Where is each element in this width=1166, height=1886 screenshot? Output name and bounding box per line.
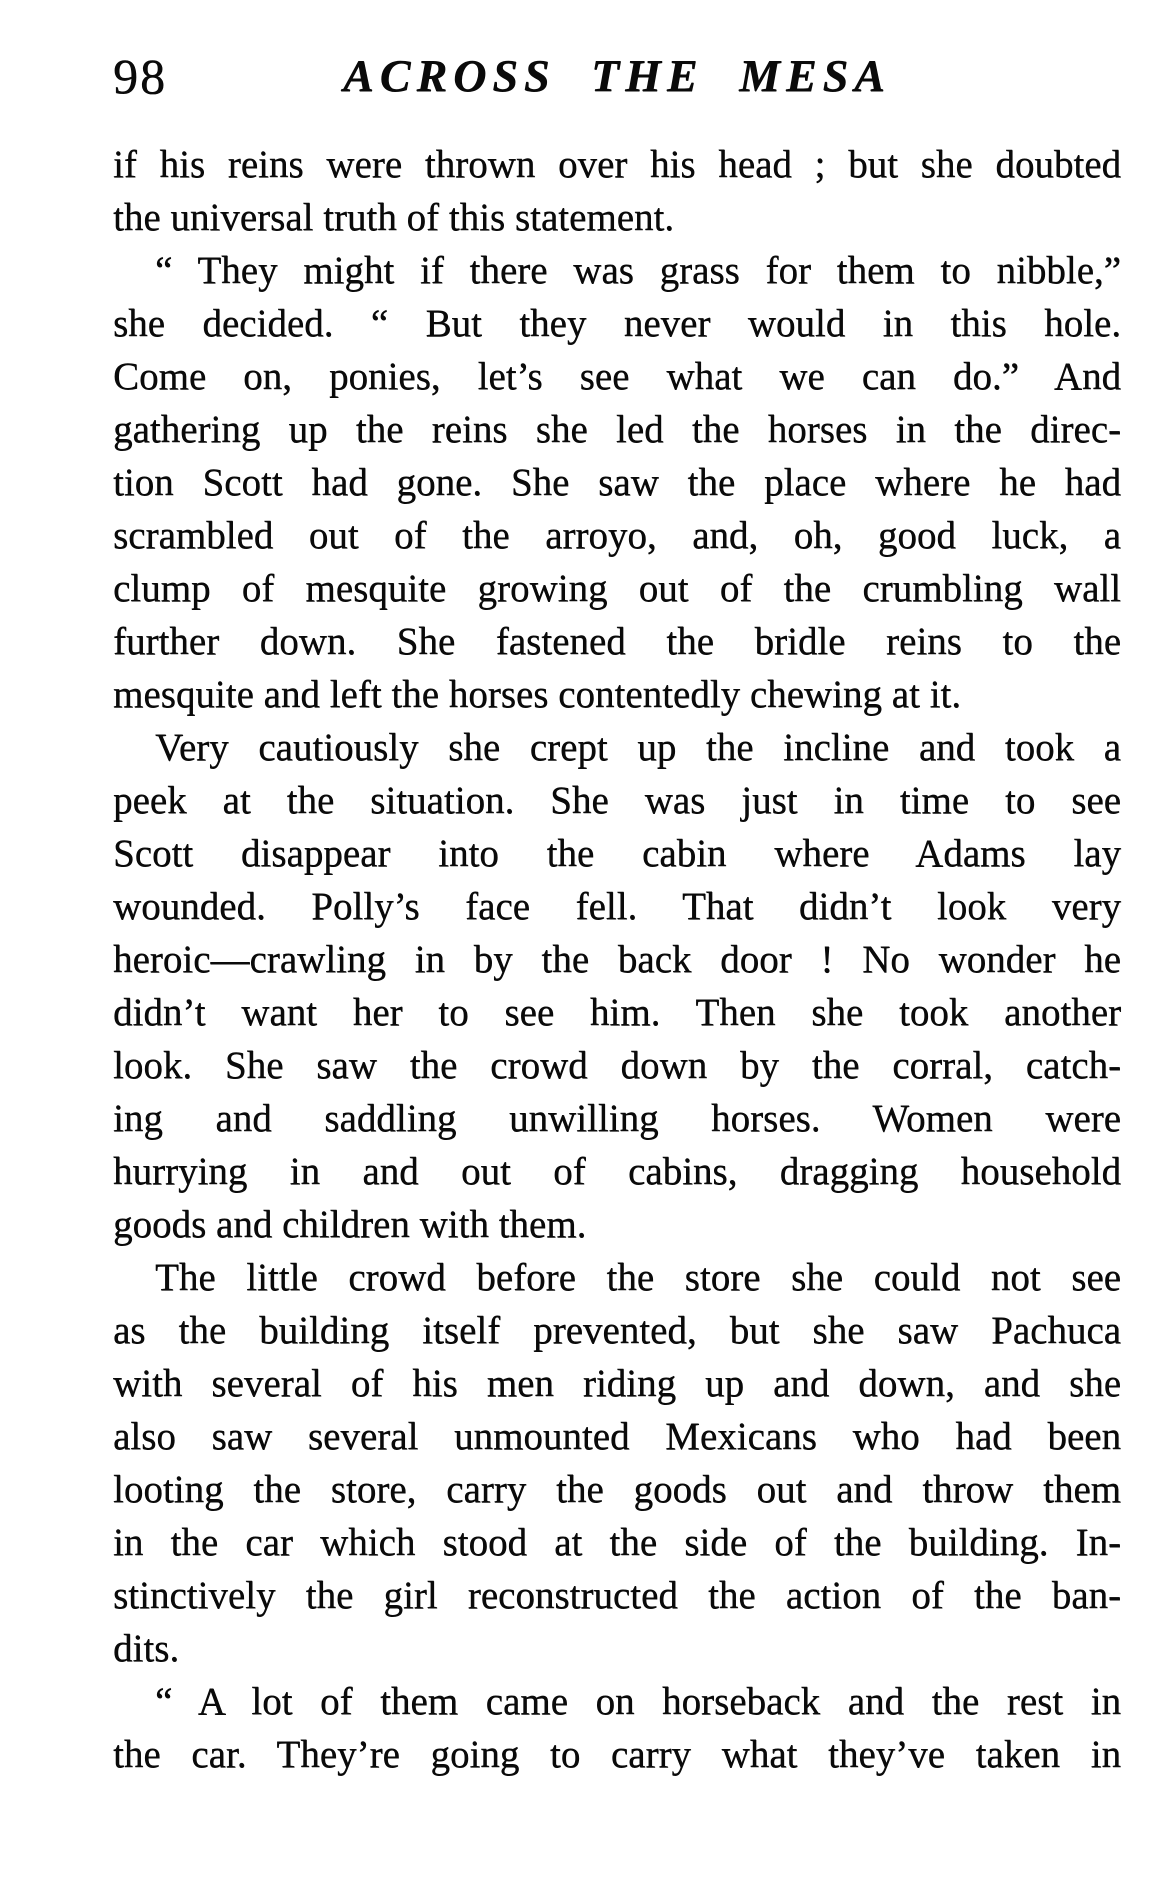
text-line: Come on, ponies, let’s see what we can do.” And: [113, 355, 1121, 398]
text-line: The little crowd before the store she could not see: [155, 1256, 1121, 1299]
text-line: heroic—crawling in by the back door ! No wonder he: [113, 938, 1121, 981]
text-line: with several of his men riding up and down, and she: [113, 1362, 1121, 1405]
text-line: in the car which stood at the side of the building. In-: [113, 1521, 1121, 1564]
running-title: ACROSS THE MESA: [343, 50, 891, 101]
text-line: “ They might if there was grass for them to nibble,”: [155, 249, 1121, 292]
text-line: Scott disappear into the cabin where Adams lay: [113, 832, 1121, 875]
text-line: ing and saddling unwilling horses. Women were: [113, 1097, 1121, 1140]
text-line: goods and children with them.: [113, 1203, 587, 1246]
text-line: mesquite and left the horses contentedly chewing at it.: [113, 673, 962, 716]
text-line: if his reins were thrown over his head ; but she doubted: [113, 143, 1121, 186]
text-line: looting the store, carry the goods out and throw them: [113, 1468, 1121, 1511]
text-line: she decided. “ But they never would in this hole.: [113, 302, 1121, 345]
text-line: as the building itself prevented, but she saw Pachuca: [113, 1309, 1121, 1352]
text-line: “ A lot of them came on horseback and the rest in: [155, 1680, 1121, 1723]
text-line: gathering up the reins she led the horses in the direc-: [113, 408, 1121, 451]
text-line: further down. She fastened the bridle reins to the: [113, 620, 1121, 663]
page-number: 98: [113, 48, 167, 104]
text-line: wounded. Polly’s face fell. That didn’t look very: [113, 885, 1121, 928]
running-head: [113, 48, 1121, 110]
page-body: [113, 138, 1121, 1781]
text-line: the car. They’re going to carry what they’ve taken in: [113, 1733, 1121, 1776]
text-line: scrambled out of the arroyo, and, oh, good luck, a: [113, 514, 1121, 557]
text-line: clump of mesquite growing out of the crumbling wall: [113, 567, 1121, 610]
text-line: peek at the situation. She was just in time to see: [113, 779, 1121, 822]
text-line: Very cautiously she crept up the incline and took a: [155, 726, 1121, 769]
text-line: stinctively the girl reconstructed the action of the ban-: [113, 1574, 1121, 1617]
text-line: didn’t want her to see him. Then she took another: [113, 991, 1121, 1034]
text-line: tion Scott had gone. She saw the place where he had: [113, 461, 1121, 504]
text-line: look. She saw the crowd down by the corral, catch-: [113, 1044, 1121, 1087]
text-line: dits.: [113, 1627, 180, 1670]
text-line: the universal truth of this statement.: [113, 196, 675, 239]
text-line: also saw several unmounted Mexicans who had been: [113, 1415, 1121, 1458]
text-line: hurrying in and out of cabins, dragging household: [113, 1150, 1121, 1193]
